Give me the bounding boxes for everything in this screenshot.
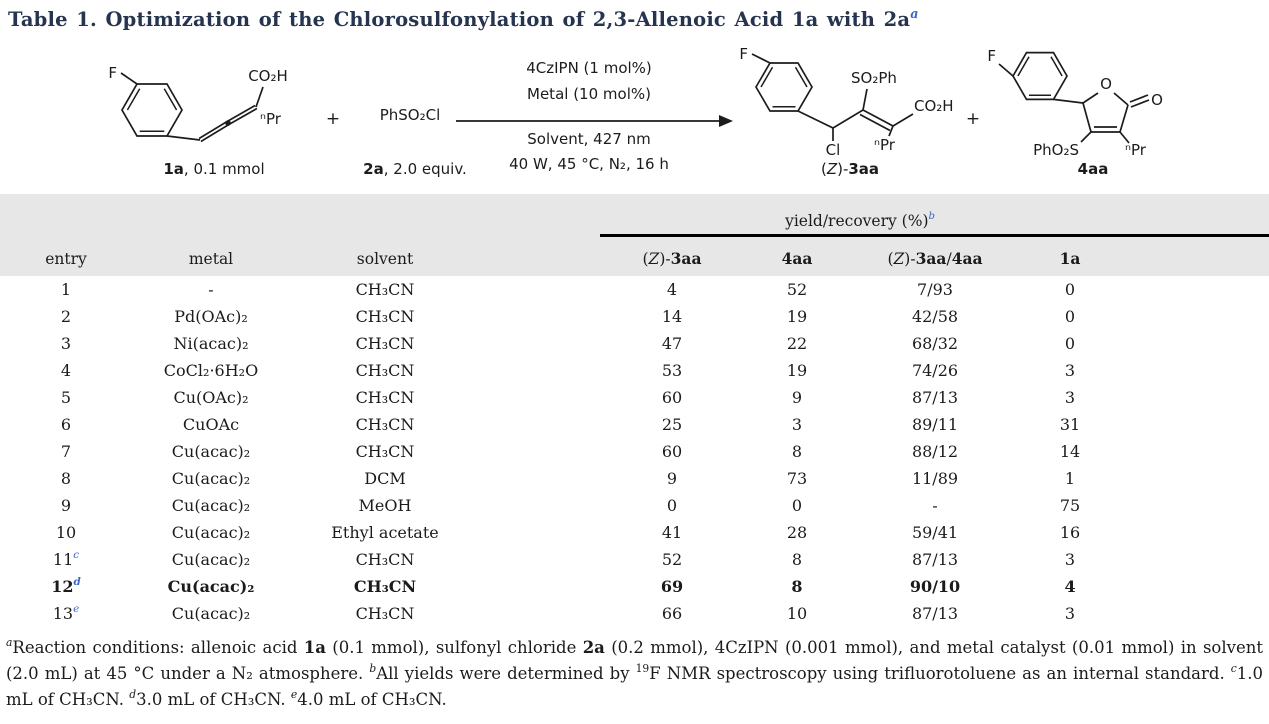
- npr-label: ⁿPr: [260, 110, 281, 128]
- cell-filler: [1120, 573, 1269, 600]
- cell-z3aa: 41: [661, 523, 683, 542]
- reaction-arrow: [456, 59, 733, 173]
- cell-solvent: CH₃CN: [355, 388, 415, 407]
- cell-z3aa: 60: [661, 442, 683, 461]
- condition-metal: Metal (10 mol%): [527, 85, 651, 103]
- cell-entry: 9: [60, 496, 72, 515]
- text-segment: (: [642, 250, 649, 268]
- cell-entry: 13e: [52, 602, 80, 623]
- cell-spacer: [480, 465, 600, 492]
- col-header-1a: [1020, 236, 1120, 277]
- cell-1a: 0: [1064, 307, 1076, 326]
- text-segment: 4aa: [951, 249, 983, 268]
- table-row: [0, 573, 1269, 600]
- text-segment: 3.0 mL of CH₃CN.: [136, 690, 291, 709]
- cell-solvent: CH₃CN: [355, 550, 415, 569]
- text-segment: e: [290, 687, 298, 701]
- yield-recovery-spanner: [600, 194, 1120, 236]
- text-segment: 4aa: [781, 249, 813, 268]
- reaction-scheme: [0, 43, 1269, 193]
- reagent-2a: [363, 106, 467, 178]
- col-header-filler: [1120, 236, 1269, 277]
- text-segment: b: [928, 210, 935, 222]
- plus-sign-1: +: [325, 109, 341, 129]
- cell-metal: Cu(acac)₂: [167, 577, 255, 596]
- cell-filler: [1120, 546, 1269, 573]
- compound-4aa-label: 4aa: [1077, 160, 1109, 178]
- cell-metal: Cu(OAc)₂: [173, 388, 249, 407]
- col-header-spacer: [480, 236, 600, 277]
- text-segment: (0.1 mmol), sulfonyl chloride: [325, 638, 583, 657]
- col-header-metal: metal: [132, 236, 290, 277]
- cell-entry: 1: [60, 280, 72, 299]
- cell-ratio: 88/12: [911, 442, 959, 461]
- cell-4aa: 3: [791, 415, 803, 434]
- cell-1a: 75: [1059, 496, 1081, 515]
- so2ph-label: SO₂Ph: [851, 69, 897, 87]
- text-segment: (0.2 mmol), 4CzIPN (0.001 mmol), and metal catalyst (0.01 mmol) in solvent (2.0 mL) at 45 °C under a N₂ atmosphere.: [6, 638, 1263, 683]
- column-header-row: [0, 236, 1269, 277]
- cell-spacer: [480, 519, 600, 546]
- cell-spacer: [480, 438, 600, 465]
- text-segment: Reaction conditions: allenoic acid: [12, 638, 304, 657]
- cell-1a: 3: [1064, 550, 1076, 569]
- cell-filler: [1120, 303, 1269, 330]
- cell-entry: 12$^d$: [51, 575, 81, 596]
- col-header-ratio: [850, 236, 1020, 277]
- optimization-table: [0, 194, 1269, 627]
- fluorine-label: F: [987, 47, 996, 65]
- cell-solvent: CH₃CN: [355, 334, 415, 353]
- fluorine-label: F: [739, 45, 748, 63]
- entry-superscript: c: [73, 548, 80, 561]
- cell-spacer: [480, 357, 600, 384]
- cell-metal: -: [208, 280, 214, 299]
- carbonyl-oxygen-label: O: [1151, 91, 1163, 109]
- cell-z3aa: 52: [661, 550, 683, 569]
- cell-solvent: DCM: [364, 469, 406, 488]
- text-segment: a: [910, 5, 919, 21]
- cell-ratio: 59/41: [911, 523, 959, 542]
- cell-z3aa: 53: [661, 361, 683, 380]
- cell-filler: [1120, 357, 1269, 384]
- condition-photocatalyst: 4CzIPN (1 mol%): [526, 59, 652, 77]
- cell-solvent: CH₃CN: [355, 307, 415, 326]
- condition-power-temp-time: 40 W, 45 °C, N₂, 16 h: [509, 155, 669, 173]
- cell-metal: Cu(acac)₂: [171, 442, 251, 461]
- cell-filler: [1120, 384, 1269, 411]
- col-header-entry: entry: [0, 236, 132, 277]
- text-segment: b: [369, 661, 377, 675]
- phso2cl-formula: PhSO₂Cl: [379, 106, 441, 124]
- cell-spacer: [480, 330, 600, 357]
- cell-z3aa: 60: [661, 388, 683, 407]
- product-4aa-structure: [987, 47, 1163, 178]
- cell-z3aa: 25: [661, 415, 683, 434]
- cell-1a: 31: [1059, 415, 1081, 434]
- text-segment: 4.0 mL of CH₃CN.: [297, 690, 447, 709]
- cell-filler: [1120, 330, 1269, 357]
- cell-spacer: [480, 492, 600, 519]
- cell-4aa: 22: [786, 334, 808, 353]
- cell-4aa: 9: [791, 388, 803, 407]
- text-segment: 2a: [582, 638, 605, 657]
- allene-center-dot: [225, 120, 231, 126]
- table-row: [0, 438, 1269, 465]
- cell-metal: Cu(acac)₂: [171, 604, 251, 623]
- cell-solvent: CH₃CN: [353, 577, 417, 596]
- cell-ratio: 87/13: [911, 550, 959, 569]
- table-row: [0, 303, 1269, 330]
- cell-entry: 5: [60, 388, 72, 407]
- text-segment: 19: [635, 661, 650, 675]
- cell-ratio: 68/32: [911, 334, 959, 353]
- cell-z3aa: 0: [666, 496, 678, 515]
- co2h-label: CO₂H: [248, 67, 288, 85]
- table-footnote: [6, 635, 1263, 713]
- text-segment: )-: [659, 250, 671, 268]
- cell-4aa: 8: [791, 577, 803, 596]
- cell-metal: CoCl₂·6H₂O: [163, 361, 259, 380]
- cell-1a: 0: [1064, 280, 1076, 299]
- col-header-4aa: [744, 236, 850, 277]
- table-row: [0, 411, 1269, 438]
- table-row: [0, 330, 1269, 357]
- cell-spacer: [480, 276, 600, 303]
- cell-ratio: 89/11: [911, 415, 959, 434]
- cell-filler: [1120, 276, 1269, 303]
- cell-metal: CuOAc: [182, 415, 240, 434]
- fluorine-label: F: [108, 64, 117, 82]
- cell-spacer: [480, 546, 600, 573]
- table-title: [8, 5, 1269, 31]
- cell-ratio: -: [932, 496, 938, 515]
- cell-ratio: 7/93: [917, 280, 953, 299]
- plus-sign-2: +: [965, 109, 981, 129]
- text-segment: F NMR spectroscopy using trifluorotoluene as an internal standard.: [649, 664, 1231, 683]
- cell-metal: Cu(acac)₂: [171, 469, 251, 488]
- text-segment: 3aa: [915, 249, 947, 268]
- cell-1a: 1: [1064, 469, 1076, 488]
- cell-metal: Cu(acac)₂: [171, 550, 251, 569]
- cell-z3aa: 4: [666, 280, 678, 299]
- text-segment: d: [129, 687, 137, 701]
- cell-entry: 7: [60, 442, 72, 461]
- text-segment: (: [887, 250, 894, 268]
- text-segment: Z: [893, 250, 905, 268]
- cell-1a: 3: [1064, 604, 1076, 623]
- compound-3aa-label: (Z)-3aa: [820, 160, 880, 178]
- cell-spacer: [480, 573, 600, 600]
- cell-solvent: CH₃CN: [355, 604, 415, 623]
- cell-ratio: 90/10: [909, 577, 961, 596]
- cell-solvent: Ethyl acetate: [331, 523, 439, 542]
- cell-1a: 3: [1064, 388, 1076, 407]
- text-segment: c: [1230, 661, 1237, 675]
- cell-z3aa: 47: [661, 334, 683, 353]
- cell-filler: [1120, 438, 1269, 465]
- spanner-left-blank: [0, 194, 600, 236]
- pho2s-label: PhO₂S: [1033, 141, 1079, 159]
- npr-label: ⁿPr: [1125, 141, 1146, 159]
- spanner-extension: [1120, 194, 1269, 236]
- table-header: [0, 194, 1269, 276]
- cell-metal: Cu(acac)₂: [171, 523, 251, 542]
- chlorine-label: Cl: [825, 141, 841, 159]
- col-header-z3aa: [600, 236, 744, 277]
- cell-entry: 11$^c$: [52, 548, 80, 569]
- table-row: [0, 357, 1269, 384]
- cell-filler: [1120, 465, 1269, 492]
- cell-ratio: 74/26: [911, 361, 959, 380]
- cell-solvent: CH₃CN: [355, 442, 415, 461]
- table-row: [0, 384, 1269, 411]
- cell-z3aa: 9: [666, 469, 678, 488]
- text-segment: /: [946, 250, 952, 268]
- compound-1a-label: 1a, 0.1 mmol: [163, 160, 265, 178]
- arrowhead: [719, 115, 733, 127]
- reactant-1a-structure: [108, 64, 287, 178]
- cell-4aa: 28: [786, 523, 808, 542]
- cell-filler: [1120, 411, 1269, 438]
- table-row: [0, 600, 1269, 627]
- cell-metal: Cu(acac)₂: [171, 496, 251, 515]
- cell-4aa: 8: [791, 442, 803, 461]
- cell-1a: 4: [1064, 577, 1076, 596]
- cell-filler: [1120, 600, 1269, 627]
- text-segment: 3aa: [670, 249, 702, 268]
- cell-entry: 8: [60, 469, 72, 488]
- cell-metal: Pd(OAc)₂: [174, 307, 248, 326]
- table-row: [0, 492, 1269, 519]
- cell-1a: 16: [1059, 523, 1081, 542]
- cell-4aa: 52: [786, 280, 808, 299]
- table-row: [0, 546, 1269, 573]
- cell-ratio: 11/89: [911, 469, 959, 488]
- cell-4aa: 8: [791, 550, 803, 569]
- cell-entry: 10: [55, 523, 77, 542]
- entry-superscript: e: [73, 602, 80, 615]
- text-segment: Z: [648, 250, 660, 268]
- cell-entry: 6: [60, 415, 72, 434]
- ring-oxygen-label: O: [1100, 75, 1112, 93]
- cell-4aa: 10: [786, 604, 808, 623]
- npr-label: ⁿPr: [874, 136, 895, 154]
- cell-entry: 3: [60, 334, 72, 353]
- condition-solvent-light: Solvent, 427 nm: [527, 130, 651, 148]
- cell-solvent: CH₃CN: [355, 361, 415, 380]
- co2h-label: CO₂H: [914, 97, 954, 115]
- compound-2a-label: 2a, 2.0 equiv.: [363, 160, 467, 178]
- cell-spacer: [480, 600, 600, 627]
- cell-spacer: [480, 384, 600, 411]
- text-segment: 1a: [303, 638, 326, 657]
- cell-4aa: 19: [786, 361, 808, 380]
- cell-z3aa: 66: [661, 604, 683, 623]
- text-segment: )-: [904, 250, 916, 268]
- cell-solvent: CH₃CN: [355, 415, 415, 434]
- cell-4aa: 0: [791, 496, 803, 515]
- cell-1a: 3: [1064, 361, 1076, 380]
- cell-1a: 0: [1064, 334, 1076, 353]
- cell-z3aa: 14: [661, 307, 683, 326]
- text-segment: 1.0 mL of CH₃CN.: [6, 664, 1264, 709]
- text-segment: yield/recovery (%): [785, 212, 929, 230]
- cell-1a: 14: [1059, 442, 1081, 461]
- cell-spacer: [480, 303, 600, 330]
- spanner-row: [0, 194, 1269, 236]
- cell-spacer: [480, 411, 600, 438]
- cell-z3aa: 69: [660, 577, 684, 596]
- text-segment: Table 1. Optimization of the Chlorosulfonylation of 2,3-Allenoic Acid 1a with 2a: [8, 8, 911, 31]
- cell-entry: 2: [60, 307, 72, 326]
- cell-entry: 4: [60, 361, 72, 380]
- entry-superscript: d: [73, 575, 81, 588]
- text-segment: a: [6, 635, 13, 649]
- cell-ratio: 87/13: [911, 388, 959, 407]
- cell-solvent: MeOH: [358, 496, 412, 515]
- col-header-solvent: solvent: [290, 236, 480, 277]
- text-segment: All yields were determined by: [376, 664, 636, 683]
- table-row: [0, 465, 1269, 492]
- cell-ratio: 87/13: [911, 604, 959, 623]
- cell-metal: Ni(acac)₂: [173, 334, 249, 353]
- cell-ratio: 42/58: [911, 307, 959, 326]
- cell-filler: [1120, 519, 1269, 546]
- cell-4aa: 19: [786, 307, 808, 326]
- table-row: [0, 519, 1269, 546]
- table-row: [0, 276, 1269, 303]
- cell-filler: [1120, 492, 1269, 519]
- table-body: [0, 276, 1269, 627]
- cell-4aa: 73: [786, 469, 808, 488]
- product-3aa-structure: [739, 45, 953, 178]
- cell-solvent: CH₃CN: [355, 280, 415, 299]
- text-segment: 1a: [1059, 249, 1081, 268]
